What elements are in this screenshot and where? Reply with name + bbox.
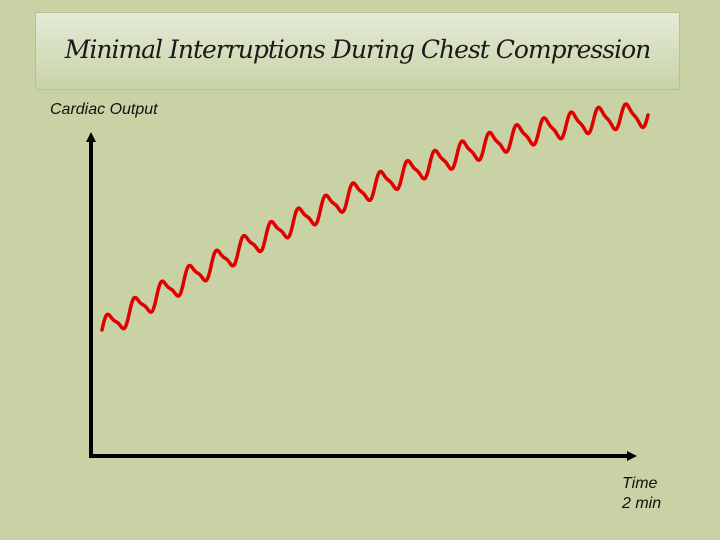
y-axis-label: Cardiac Output: [50, 101, 158, 118]
slide-title: Minimal Interruptions During Chest Compression: [64, 35, 651, 64]
x-axis-label-line2: 2 min: [622, 495, 662, 512]
cardiac-output-curve: [102, 104, 648, 330]
x-axis-label-line1: Time: [622, 475, 658, 492]
